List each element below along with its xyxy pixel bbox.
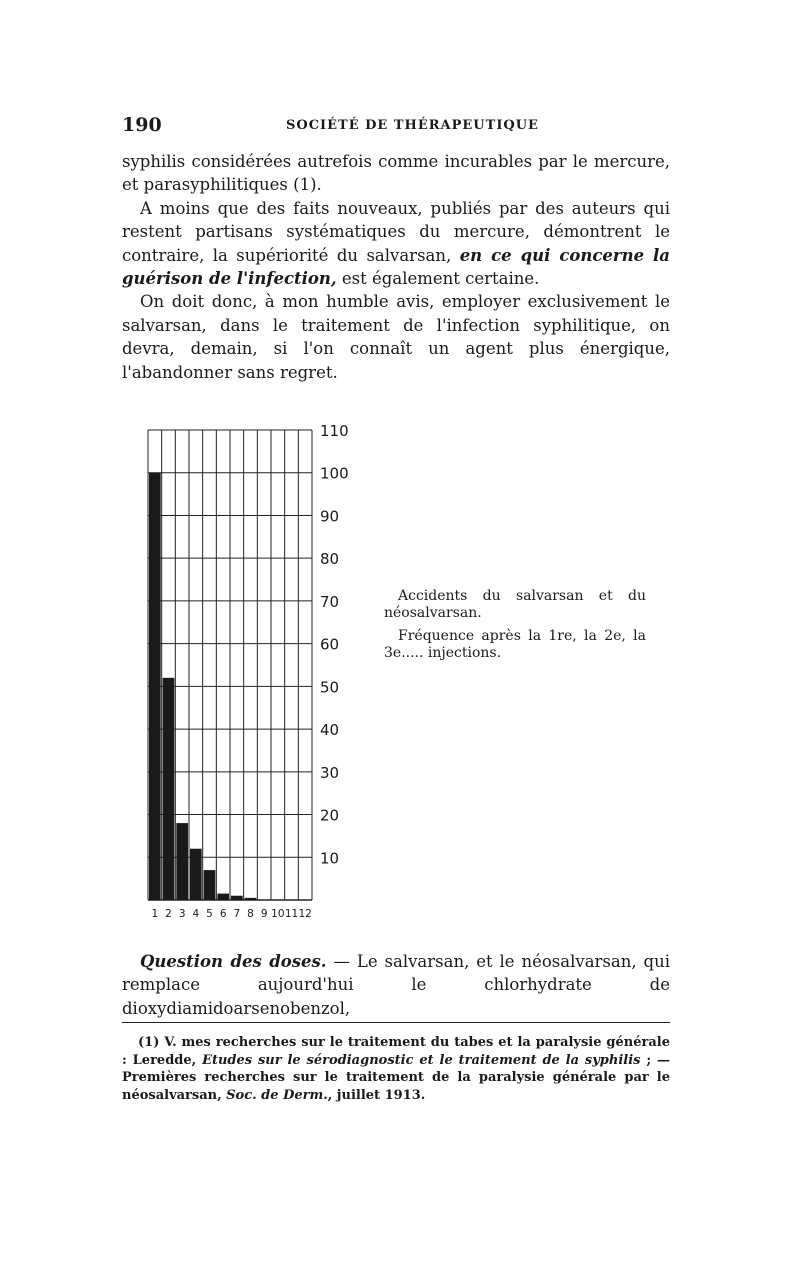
x-tick-label: 8 [247, 908, 254, 920]
x-tick-label: 1 [151, 908, 159, 920]
x-tick-label: 11 [284, 908, 299, 920]
x-tick-label: 3 [178, 908, 186, 920]
paragraph-text: A moins que des faits nouveaux, publiés par des auteurs qui restent partisans systématiques du mercure, démontrent le contraire, la supériorité du salvarsan, [122, 198, 670, 265]
y-tick-label: 60 [320, 635, 340, 654]
figure [140, 420, 360, 940]
section-text [122, 950, 670, 1020]
section-body: — Le salvarsan, et le néosalvarsan, qui remplace aujourd'hui le chlorhydrate de dioxydiamidoarsenobenzol, [122, 952, 670, 1018]
footnote [122, 1034, 670, 1104]
paragraph-recommendation: On doit donc, à mon humble avis, employer exclusivement le salvarsan, dans le traitement de l'infection syphilitique, on devra, demain, si l'on connaît un agent plus énergique, l'abandonner sans regret. [122, 292, 670, 382]
page-number: 190 [122, 114, 162, 136]
y-tick-label: 30 [320, 763, 340, 782]
bar-4 [190, 849, 202, 900]
y-tick-label: 80 [320, 550, 340, 569]
caption-title: Accidents du salvarsan et du néosalvarsan. [384, 588, 646, 621]
footnote-rule [122, 1022, 670, 1023]
bar-7 [231, 896, 243, 900]
bar-5 [204, 870, 216, 900]
bar-2 [163, 678, 175, 900]
running-head: SOCIÉTÉ DE THÉRAPEUTIQUE [286, 118, 539, 133]
y-tick-label: 20 [320, 806, 340, 825]
paragraph-superiority [122, 197, 670, 291]
figure-caption [384, 588, 646, 668]
footnote-part: (1) V. mes recherches sur le traitement du tabes et la paralysie générale : Leredde, [122, 1035, 670, 1068]
section-paragraph [122, 950, 670, 1020]
bar-6 [217, 894, 229, 900]
x-tick-label: 6 [219, 908, 227, 920]
x-tick-label: 10 [271, 908, 285, 920]
section-heading: Question des doses. [140, 952, 327, 971]
footnote-title: Etudes sur le sérodiagnostic et le traitement de la syphilis [202, 1052, 641, 1068]
bar-1 [149, 473, 161, 900]
footnote-part: ; — Premières recherches sur le traitement de la paralysie générale par le néosalvarsan, [122, 1052, 671, 1103]
emphasis-text: en ce qui concerne la guérison de l'infection, [122, 245, 670, 289]
paragraph-continuation: syphilis considérées autrefois comme incurables par le mercure, et parasyphilitiques (1). [122, 152, 670, 195]
x-tick-label: 7 [233, 908, 241, 920]
body-text [122, 150, 670, 384]
footnote-journal: Soc. de Derm. [226, 1087, 328, 1103]
x-tick-label: 2 [165, 908, 172, 920]
y-tick-label: 40 [320, 721, 340, 740]
caption-description: Fréquence après la 1re, la 2e, la 3e..... injections. [384, 628, 646, 661]
y-tick-label: 50 [320, 678, 340, 697]
x-tick-label: 5 [206, 908, 213, 920]
x-tick-label: 12 [298, 908, 312, 920]
y-tick-label: 70 [320, 592, 340, 611]
bar-8 [245, 898, 257, 900]
bar-3 [176, 823, 188, 900]
y-tick-label: 10 [320, 849, 340, 868]
footnote-part: , juillet 1913. [327, 1087, 426, 1103]
x-tick-label: 9 [260, 908, 268, 920]
y-tick-label: 100 [320, 464, 349, 483]
x-tick-label: 4 [192, 908, 200, 920]
y-tick-label: 90 [320, 507, 340, 526]
bar-chart [140, 420, 360, 940]
paragraph-text: est également certaine. [336, 269, 540, 289]
footnote-text [122, 1034, 670, 1104]
y-tick-label: 110 [320, 422, 349, 440]
